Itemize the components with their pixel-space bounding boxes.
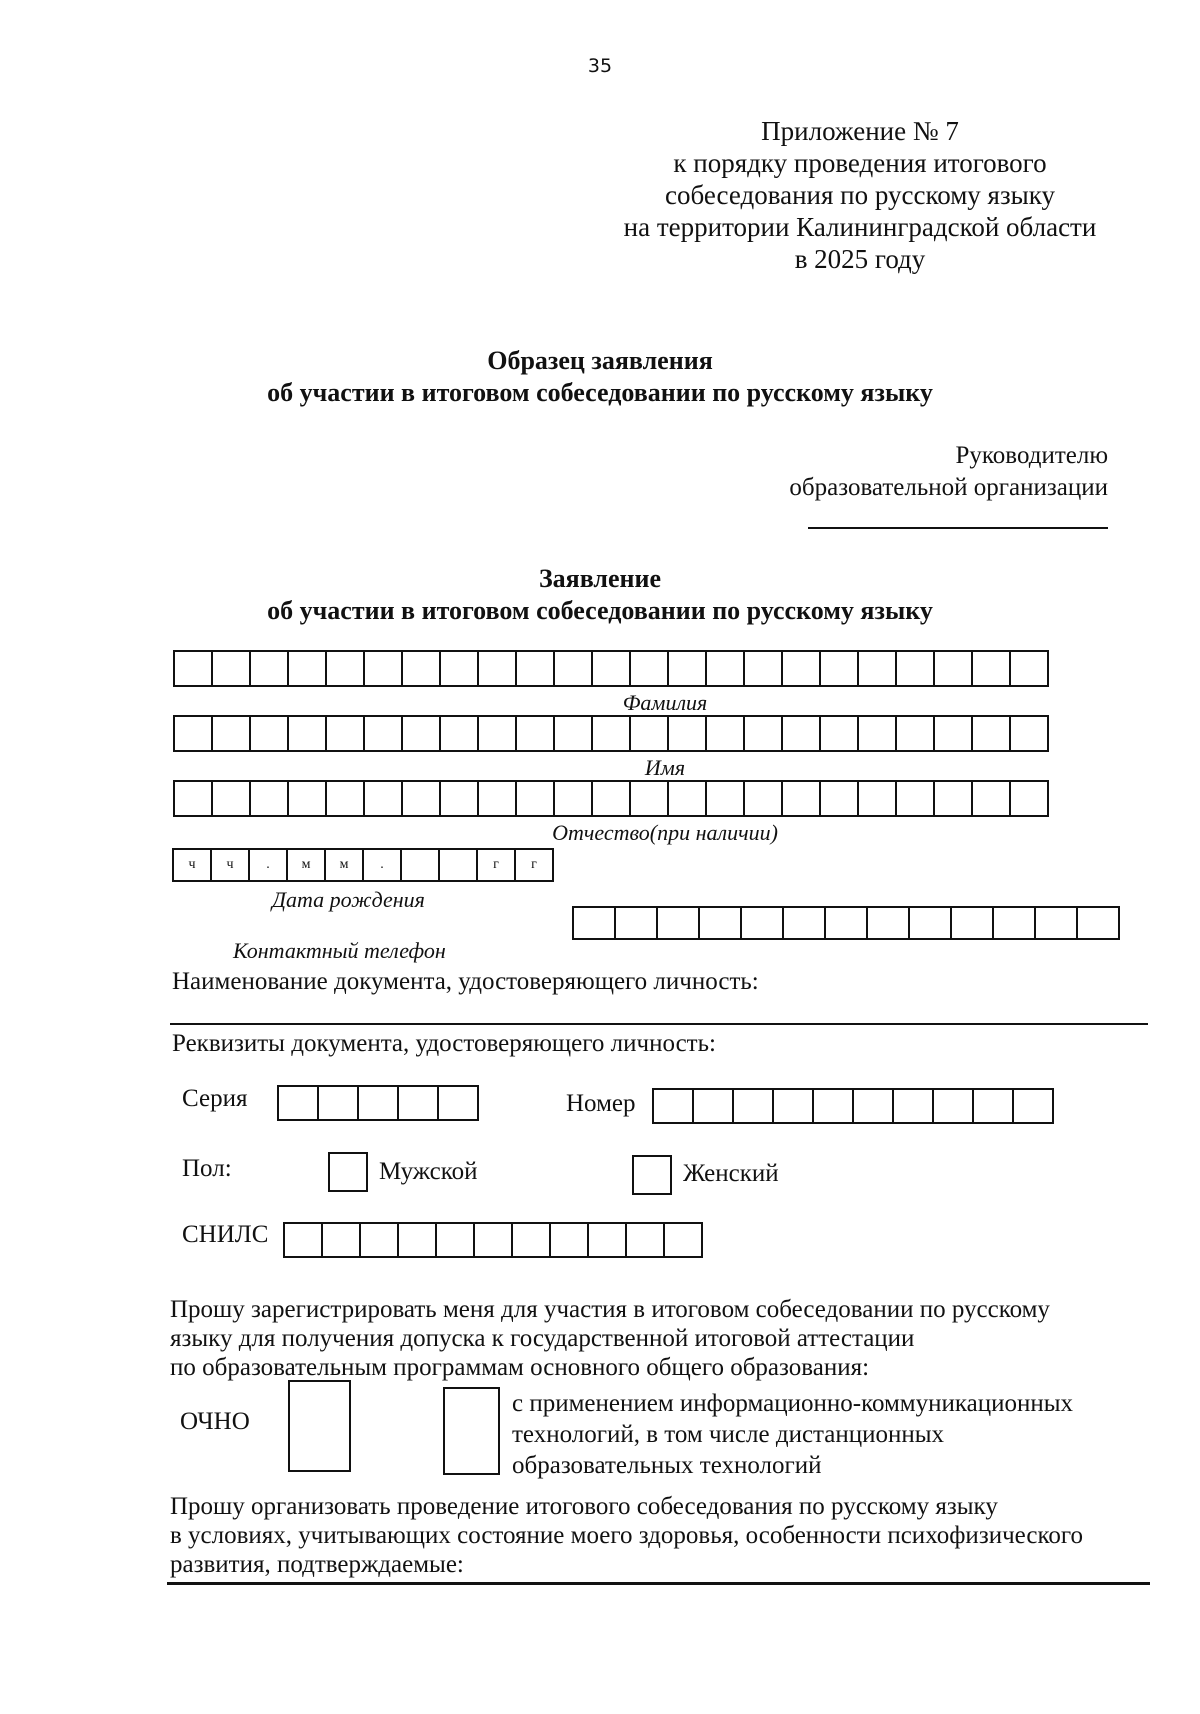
input-cell[interactable] (705, 780, 745, 817)
input-cell[interactable] (317, 1085, 359, 1121)
input-cell[interactable] (553, 780, 593, 817)
series-cells[interactable] (277, 1085, 479, 1121)
female-checkbox[interactable] (632, 1155, 672, 1195)
input-cell[interactable] (553, 715, 593, 752)
surname-caption: Фамилия (622, 690, 708, 715)
birthdate-cells[interactable] (172, 848, 554, 882)
input-cell[interactable] (1009, 650, 1049, 687)
number-cells[interactable] (652, 1088, 1054, 1124)
input-cell[interactable] (698, 906, 742, 940)
in-person-label: ОЧНО (180, 1408, 250, 1435)
input-cell[interactable] (439, 715, 479, 752)
phone-caption: Контактный телефон (233, 938, 446, 963)
request-line: по образовательным программам основного общего образования: (170, 1354, 870, 1381)
ict-description (512, 1388, 1140, 1481)
input-cell[interactable] (819, 715, 859, 752)
input-cell[interactable] (743, 715, 783, 752)
input-cell[interactable] (743, 650, 783, 687)
input-cell[interactable] (772, 1088, 814, 1124)
input-cell[interactable] (1012, 1088, 1054, 1124)
input-cell[interactable] (321, 1222, 361, 1258)
input-cell[interactable] (652, 1088, 694, 1124)
input-cell[interactable] (515, 780, 555, 817)
statement-title-line: об участии в итоговом собеседовании по русскому языку (267, 596, 933, 625)
input-cell[interactable] (892, 1088, 934, 1124)
document-name-line[interactable] (170, 1023, 1148, 1025)
in-person-checkbox[interactable] (288, 1380, 351, 1472)
input-cell[interactable] (591, 780, 631, 817)
input-cell[interactable] (895, 780, 935, 817)
input-cell[interactable] (397, 1085, 439, 1121)
input-cell[interactable] (1034, 906, 1078, 940)
input-cell[interactable] (439, 780, 479, 817)
input-cell[interactable] (782, 906, 826, 940)
input-cell[interactable] (283, 1222, 323, 1258)
input-cell[interactable] (173, 715, 213, 752)
input-cell[interactable] (515, 650, 555, 687)
input-cell[interactable] (932, 1088, 974, 1124)
input-cell[interactable] (971, 715, 1011, 752)
appendix-line: к порядку проведения итогового (673, 148, 1047, 178)
input-cell[interactable] (277, 1085, 319, 1121)
input-cell[interactable] (857, 715, 897, 752)
input-cell[interactable] (972, 1088, 1014, 1124)
conditions-paragraph (170, 1492, 1150, 1579)
snils-cells[interactable] (283, 1222, 703, 1258)
input-cell[interactable]: г (476, 848, 516, 882)
input-cell[interactable] (249, 715, 289, 752)
conditions-line: развития, подтверждаемые: (170, 1551, 464, 1578)
input-cell[interactable] (473, 1222, 513, 1258)
input-cell[interactable] (971, 650, 1011, 687)
input-cell[interactable] (933, 650, 973, 687)
input-cell[interactable]: г (514, 848, 554, 882)
addressee-name-line[interactable] (808, 527, 1108, 529)
input-cell[interactable] (908, 906, 952, 940)
input-cell[interactable] (572, 906, 616, 940)
appendix-line: Приложение № 7 (761, 116, 959, 146)
input-cell[interactable]: ч (210, 848, 250, 882)
input-cell[interactable] (325, 715, 365, 752)
input-cell[interactable] (401, 715, 441, 752)
input-cell[interactable] (357, 1085, 399, 1121)
input-cell[interactable] (437, 1085, 479, 1121)
input-cell[interactable] (249, 780, 289, 817)
surname-cells[interactable] (173, 650, 1049, 687)
input-cell[interactable] (397, 1222, 437, 1258)
male-label: Мужской (379, 1158, 478, 1185)
request-line: языку для получения допуска к государственной итоговой аттестации (170, 1325, 915, 1352)
input-cell[interactable] (587, 1222, 627, 1258)
input-cell[interactable] (667, 715, 707, 752)
input-cell[interactable] (933, 715, 973, 752)
request-paragraph (170, 1295, 1150, 1382)
name-caption: Имя (644, 755, 686, 780)
sample-title (0, 345, 1200, 409)
input-cell[interactable] (325, 650, 365, 687)
addressee-line: Руководителю (955, 442, 1108, 469)
input-cell[interactable] (363, 650, 403, 687)
patronymic-caption: Отчество(при наличии) (552, 820, 778, 845)
input-cell[interactable] (812, 1088, 854, 1124)
input-cell[interactable] (477, 715, 517, 752)
phone-cells[interactable] (572, 906, 1120, 940)
input-cell[interactable] (971, 780, 1011, 817)
request-line: Прошу зарегистрировать меня для участия в итоговом собеседовании по русскому (170, 1296, 1050, 1323)
number-label: Номер (566, 1090, 636, 1117)
input-cell[interactable] (692, 1088, 734, 1124)
conditions-fill-line[interactable] (167, 1582, 1150, 1585)
input-cell[interactable] (401, 650, 441, 687)
input-cell[interactable] (705, 715, 745, 752)
addressee-line: образовательной организации (789, 474, 1108, 501)
appendix-line: на территории Калининградской области (623, 212, 1097, 242)
input-cell[interactable] (287, 715, 327, 752)
input-cell[interactable] (819, 650, 859, 687)
series-label: Серия (182, 1085, 248, 1112)
input-cell[interactable] (439, 650, 479, 687)
input-cell[interactable] (511, 1222, 551, 1258)
input-cell[interactable] (705, 650, 745, 687)
input-cell[interactable] (667, 650, 707, 687)
conditions-line: в условиях, учитывающих состояние моего здоровья, особенности психофизического (170, 1522, 1083, 1549)
name-cells[interactable] (173, 715, 1049, 752)
birthdate-caption: Дата рождения (272, 887, 425, 912)
input-cell[interactable] (1009, 715, 1049, 752)
input-cell[interactable] (591, 650, 631, 687)
input-cell[interactable]: . (248, 848, 288, 882)
input-cell[interactable] (625, 1222, 665, 1258)
input-cell[interactable] (824, 906, 868, 940)
conditions-line: Прошу организовать проведение итогового собеседования по русскому языку (170, 1493, 998, 1520)
input-cell[interactable] (663, 1222, 703, 1258)
ict-checkbox[interactable] (443, 1387, 500, 1475)
input-cell[interactable] (857, 780, 897, 817)
input-cell[interactable]: . (362, 848, 402, 882)
patronymic-cells[interactable] (173, 780, 1049, 817)
input-cell[interactable] (515, 715, 555, 752)
input-cell[interactable] (667, 780, 707, 817)
input-cell[interactable] (249, 650, 289, 687)
input-cell[interactable] (629, 715, 669, 752)
input-cell[interactable] (549, 1222, 589, 1258)
sample-title-line: Образец заявления (487, 346, 713, 375)
input-cell[interactable] (325, 780, 365, 817)
ict-line: с применением информационно-коммуникационных (512, 1390, 1074, 1417)
input-cell[interactable] (359, 1222, 399, 1258)
female-label: Женский (683, 1160, 779, 1187)
input-cell[interactable] (743, 780, 783, 817)
input-cell[interactable] (950, 906, 994, 940)
gender-label: Пол: (182, 1155, 232, 1182)
input-cell[interactable] (614, 906, 658, 940)
appendix-header (560, 115, 1160, 275)
input-cell[interactable] (781, 650, 821, 687)
input-cell[interactable]: ч (172, 848, 212, 882)
input-cell[interactable] (866, 906, 910, 940)
input-cell[interactable] (211, 715, 251, 752)
input-cell[interactable] (211, 650, 251, 687)
input-cell[interactable] (933, 780, 973, 817)
input-cell[interactable] (1009, 780, 1049, 817)
input-cell[interactable] (656, 906, 700, 940)
input-cell[interactable] (363, 780, 403, 817)
input-cell[interactable]: м (324, 848, 364, 882)
input-cell[interactable] (591, 715, 631, 752)
statement-title-line: Заявление (538, 564, 662, 593)
input-cell[interactable] (992, 906, 1036, 940)
input-cell[interactable] (732, 1088, 774, 1124)
input-cell[interactable] (435, 1222, 475, 1258)
input-cell[interactable] (438, 848, 478, 882)
input-cell[interactable] (629, 780, 669, 817)
document-name-label: Наименование документа, удостоверяющего личность: (172, 968, 759, 995)
document-details-label: Реквизиты документа, удостоверяющего личность: (172, 1030, 716, 1057)
male-checkbox[interactable] (328, 1152, 368, 1192)
input-cell[interactable] (1076, 906, 1120, 940)
input-cell[interactable] (287, 780, 327, 817)
input-cell[interactable] (895, 650, 935, 687)
ict-line: образовательных технологий (512, 1452, 822, 1479)
input-cell[interactable] (819, 780, 859, 817)
input-cell[interactable] (287, 650, 327, 687)
input-cell[interactable] (477, 650, 517, 687)
input-cell[interactable]: м (286, 848, 326, 882)
addressee (789, 440, 1108, 504)
snils-label: СНИЛС (182, 1221, 269, 1248)
input-cell[interactable] (211, 780, 251, 817)
input-cell[interactable] (173, 780, 213, 817)
input-cell[interactable] (553, 650, 593, 687)
input-cell[interactable] (401, 780, 441, 817)
input-cell[interactable] (400, 848, 440, 882)
appendix-line: в 2025 году (794, 244, 926, 274)
input-cell[interactable] (852, 1088, 894, 1124)
input-cell[interactable] (740, 906, 784, 940)
appendix-line: собеседования по русскому языку (665, 180, 1055, 210)
page-number: 35 (587, 55, 613, 77)
input-cell[interactable] (477, 780, 517, 817)
input-cell[interactable] (363, 715, 403, 752)
sample-title-line: об участии в итоговом собеседовании по русскому языку (267, 378, 933, 407)
input-cell[interactable] (857, 650, 897, 687)
input-cell[interactable] (173, 650, 213, 687)
statement-title (0, 563, 1200, 627)
input-cell[interactable] (895, 715, 935, 752)
input-cell[interactable] (781, 780, 821, 817)
input-cell[interactable] (629, 650, 669, 687)
ict-line: технологий, в том числе дистанционных (512, 1421, 945, 1448)
input-cell[interactable] (781, 715, 821, 752)
